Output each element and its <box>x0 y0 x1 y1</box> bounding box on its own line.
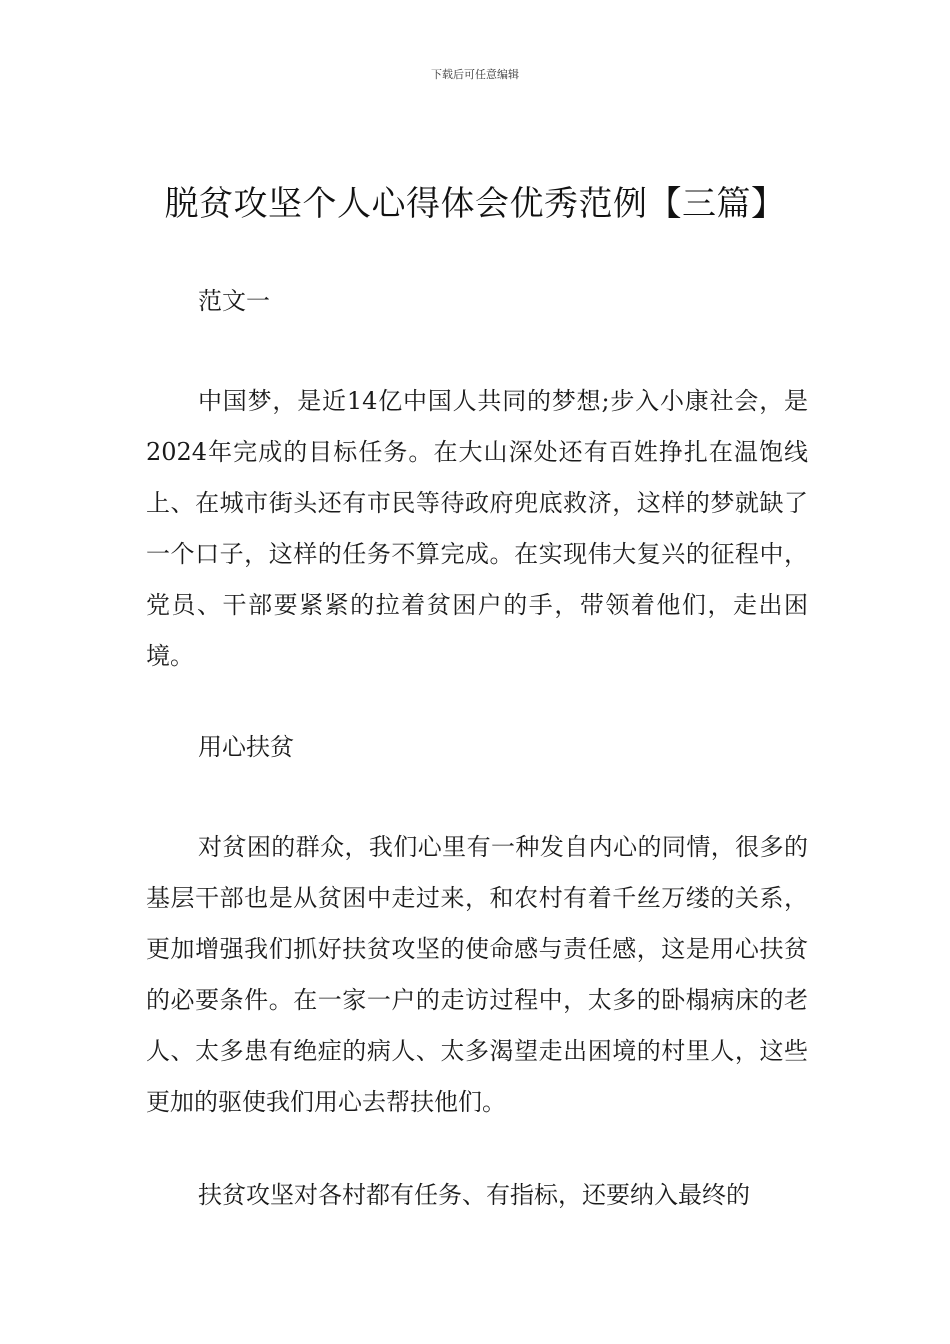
header-note: 下载后可任意编辑 <box>431 68 519 81</box>
example-label: 范文一 <box>198 287 270 315</box>
document-title: 脱贫攻坚个人心得体会优秀范例【三篇】 <box>164 184 786 224</box>
paragraph-2: 对贫困的群众，我们心里有一种发自内心的同情，很多的基层干部也是从贫困中走过来，和农村有着千丝万缕的关系，更加增强我们抓好扶贫攻坚的使命感与责任感，这是用心扶贫的必要条件。在一家一户的走访过程中，太多的卧榻病床的老人、太多患有绝症的病人、太多渴望走出困境的村里人，这些更加的驱使我们用心去帮扶他们。 <box>146 833 808 1116</box>
subheading: 用心扶贫 <box>198 733 294 761</box>
paragraph-1: 中国梦，是近14亿中国人共同的梦想;步入小康社会，是2024年完成的目标任务。在大山深处还有百姓挣扎在温饱线上、在城市街头还有市民等待政府兜底救济，这样的梦就缺了一个口子，这样的任务不算完成。在实现伟大复兴的征程中，党员、干部要紧紧的拉着贫困户的手，带领着他们，走出困境。 <box>146 387 808 670</box>
paragraph-3: 扶贫攻坚对各村都有任务、有指标，还要纳入最终的 <box>198 1181 750 1209</box>
